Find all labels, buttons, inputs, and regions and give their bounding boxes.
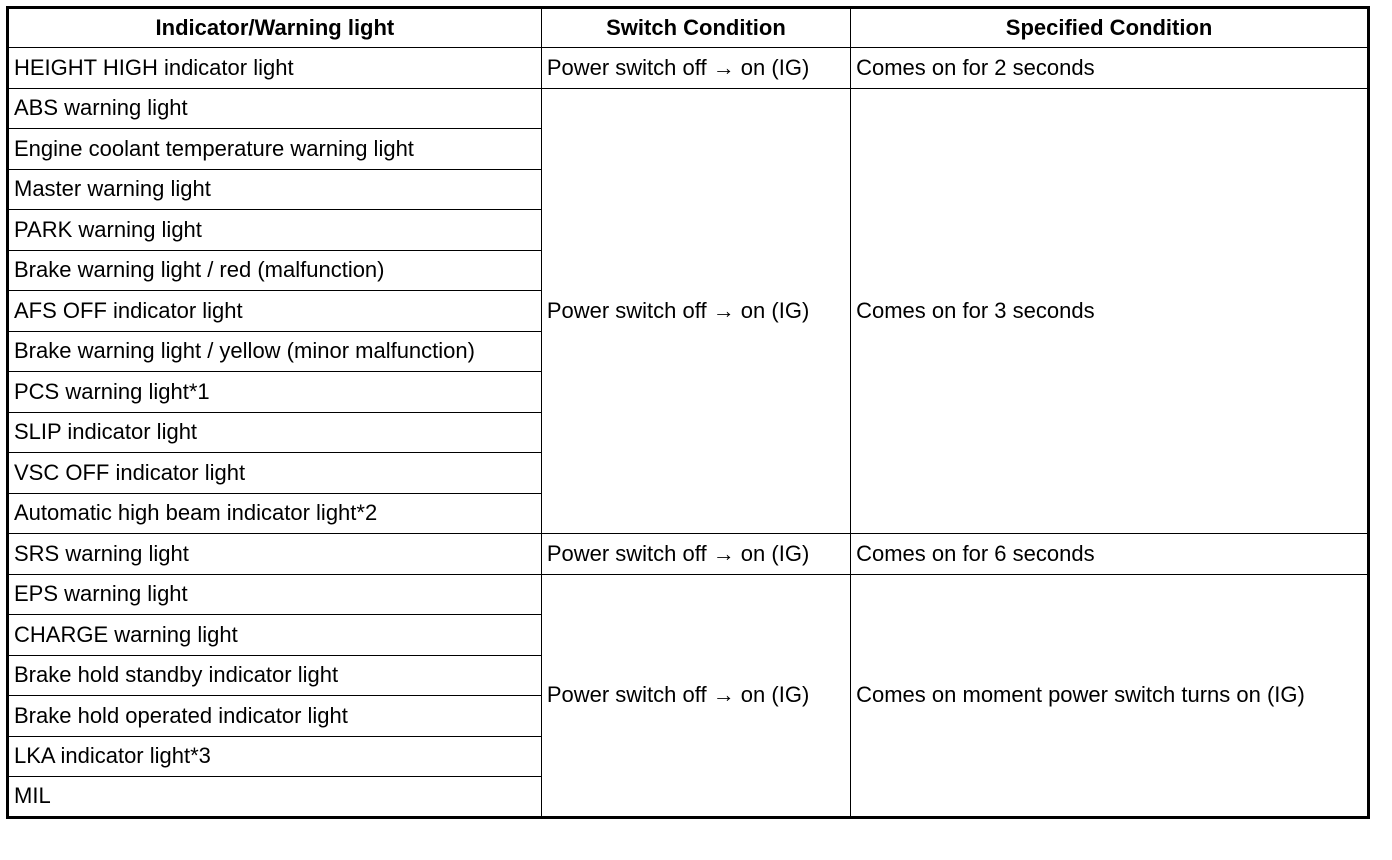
header-switch-condition: Switch Condition [541, 8, 850, 48]
indicator-name-cell: Brake warning light / red (malfunction) [8, 250, 542, 291]
indicator-name-cell: Brake hold operated indicator light [8, 696, 542, 737]
header-specified-condition: Specified Condition [851, 8, 1369, 48]
header-indicator: Indicator/Warning light [8, 8, 542, 48]
indicator-name-cell: EPS warning light [8, 574, 542, 615]
switch-condition-cell: Power switch off → on (IG) [541, 48, 850, 89]
specified-condition-cell: Comes on moment power switch turns on (IG) [851, 574, 1369, 817]
specified-condition-cell: Comes on for 3 seconds [851, 88, 1369, 534]
header-row [8, 8, 1369, 48]
indicator-name-cell: CHARGE warning light [8, 615, 542, 656]
switch-condition-cell: Power switch off → on (IG) [541, 88, 850, 534]
specified-condition-cell: Comes on for 2 seconds [851, 48, 1369, 89]
indicator-name-cell: Automatic high beam indicator light*2 [8, 493, 542, 534]
indicator-name-cell: MIL [8, 777, 542, 818]
indicator-name-cell: Brake warning light / yellow (minor malfunction) [8, 331, 542, 372]
indicator-name-cell: LKA indicator light*3 [8, 736, 542, 777]
indicator-name-cell: Brake hold standby indicator light [8, 655, 542, 696]
table-row [8, 534, 1369, 575]
indicator-spec-table [6, 6, 1370, 819]
table-row [8, 574, 1369, 615]
switch-condition-cell: Power switch off → on (IG) [541, 574, 850, 817]
indicator-name-cell: AFS OFF indicator light [8, 291, 542, 332]
indicator-name-cell: VSC OFF indicator light [8, 453, 542, 494]
table-row [8, 88, 1369, 129]
indicator-name-cell: Engine coolant temperature warning light [8, 129, 542, 170]
table-row [8, 48, 1369, 89]
switch-condition-cell: Power switch off → on (IG) [541, 534, 850, 575]
indicator-name-cell: PARK warning light [8, 210, 542, 251]
indicator-name-cell: HEIGHT HIGH indicator light [8, 48, 542, 89]
indicator-name-cell: SLIP indicator light [8, 412, 542, 453]
specified-condition-cell: Comes on for 6 seconds [851, 534, 1369, 575]
indicator-name-cell: ABS warning light [8, 88, 542, 129]
indicator-name-cell: PCS warning light*1 [8, 372, 542, 413]
table-body [8, 48, 1369, 818]
indicator-name-cell: Master warning light [8, 169, 542, 210]
indicator-name-cell: SRS warning light [8, 534, 542, 575]
